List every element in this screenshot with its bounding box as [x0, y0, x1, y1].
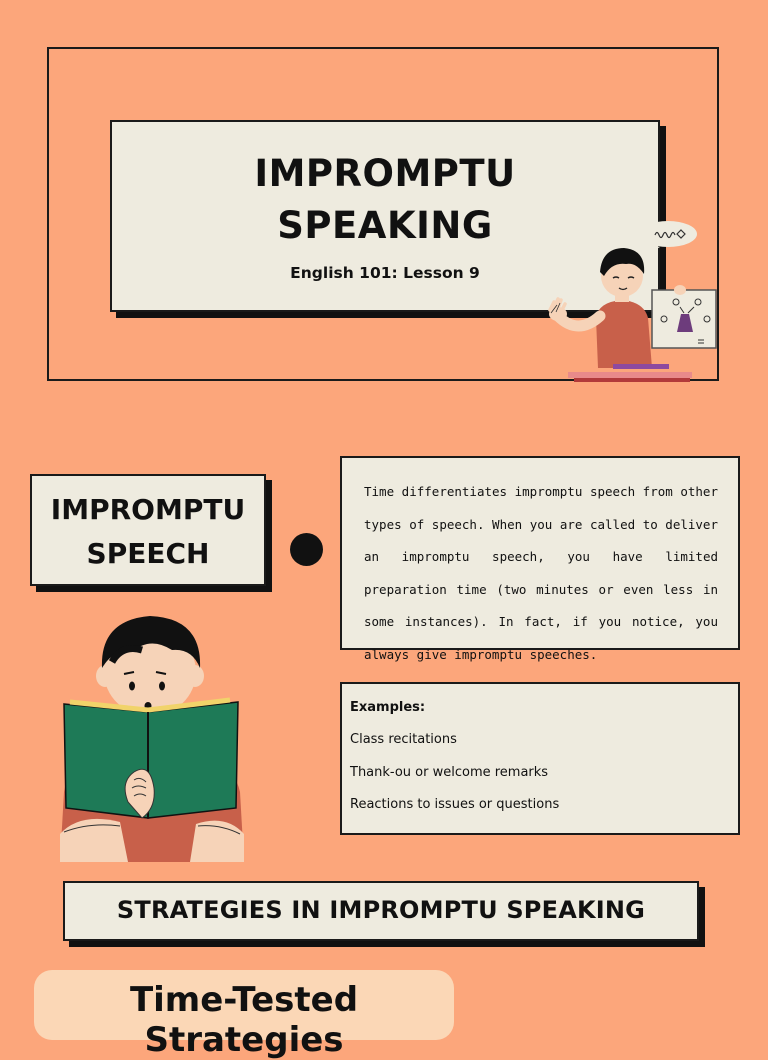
- title-line-1: IMPROMPTU: [254, 152, 516, 195]
- strategies-banner: [63, 881, 699, 941]
- section-label-line-1: IMPROMPTU: [50, 493, 246, 526]
- strategies-subheading: Time-Tested Strategies: [129, 980, 359, 1060]
- title-line-2: SPEAKING: [277, 204, 493, 247]
- section-label-card: [30, 474, 266, 586]
- bullet-dot-icon: [290, 533, 323, 566]
- description-panel: [340, 456, 740, 662]
- example-item: Reactions to issues or questions: [350, 797, 560, 812]
- example-item: Thank-ou or welcome remarks: [350, 764, 549, 780]
- section-label-line-2: SPEECH: [86, 537, 210, 570]
- examples-panel: [340, 682, 740, 835]
- strategies-heading: STRATEGIES IN IMPROMPTU SPEAKING: [116, 896, 646, 924]
- subheading-pill: [34, 970, 454, 1060]
- description-text: Time differentiates impromptu speech from other types of speech. When you are called to deliver an impromptu speech, you have limited preparation time (two minutes or even less in some instances). In fact, if you notice, you always give impromptu speeches.: [364, 484, 718, 662]
- example-item: Class recitations: [350, 732, 457, 747]
- section-label: [32, 488, 264, 576]
- reading-student-illustration: [50, 612, 250, 864]
- teacher-illustration: [540, 218, 720, 384]
- lesson-subtitle: English 101: Lesson 9: [290, 264, 480, 282]
- examples-title: Examples:: [350, 700, 426, 715]
